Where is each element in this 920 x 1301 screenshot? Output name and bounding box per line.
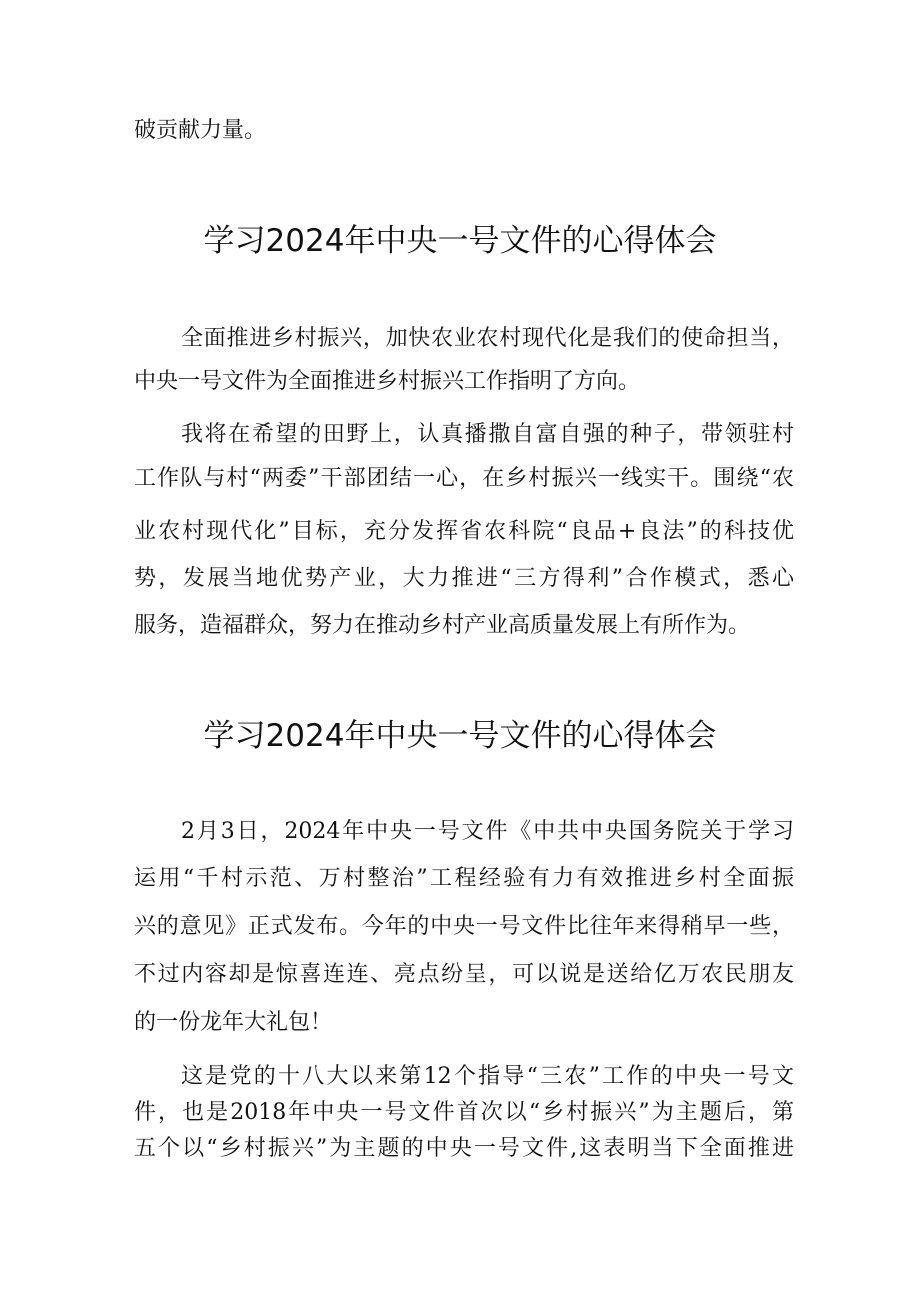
intro-line: 破贡献力量。 [134,118,267,143]
section-2-paragraph-1-line: 运用“千村示范、万村整治”工程经验有力有效推进乡村全面振 [134,866,794,891]
section-1-paragraph-2-line: 服务，造福群众，努力在推动乡村产业高质量发展上有所作为。 [134,613,751,638]
section-2-paragraph-1-line: 的一份龙年大礼包！ [134,1010,333,1035]
section-1-paragraph-2-line: 工作队与村“两委”干部团结一心，在乡村振兴一线实干。围绕“农 [134,466,794,491]
section-2-paragraph-2-line: 件，也是2018年中央一号文件首次以“乡村振兴”为主题后，第 [134,1100,794,1125]
section-2-paragraph-1-line: 不过内容却是惊喜连连、亮点纷呈，可以说是送给亿万农民朋友 [134,962,794,987]
section-2-paragraph-2-line: 五个以“乡村振兴”为主题的中央一号文件,这表明当下全面推进 [134,1136,794,1161]
section-1-paragraph-2-line: 业农村现代化”目标，充分发挥省农科院“良品+良法”的科技优 [134,519,794,544]
section-1-paragraph-1-line: 全面推进乡村振兴，加快农业农村现代化是我们的使命担当， [181,326,794,351]
section-2-paragraph-2-line: 这是党的十八大以来第12个指导“三农”工作的中央一号文 [181,1064,794,1089]
section-1-paragraph-2-line: 势，发展当地优势产业，大力推进“三方得利”合作模式，悉心 [134,566,794,591]
section-1-paragraph-1-line: 中央一号文件为全面推进乡村振兴工作指明了方向。 [134,369,641,394]
section-1-paragraph-2-line: 我将在希望的田野上，认真播撒自富自强的种子，带领驻村 [181,422,794,447]
section-2-paragraph-1-line: 2月3日，2024年中央一号文件《中共中央国务院关于学习 [181,819,794,844]
section-2-paragraph-1-line: 兴的意见》正式发布。今年的中央一号文件比往年来得稍早一些， [134,914,794,939]
section-1-title: 学习2024年中央一号文件的心得体会 [203,223,717,259]
section-2-title: 学习2024年中央一号文件的心得体会 [203,718,717,754]
